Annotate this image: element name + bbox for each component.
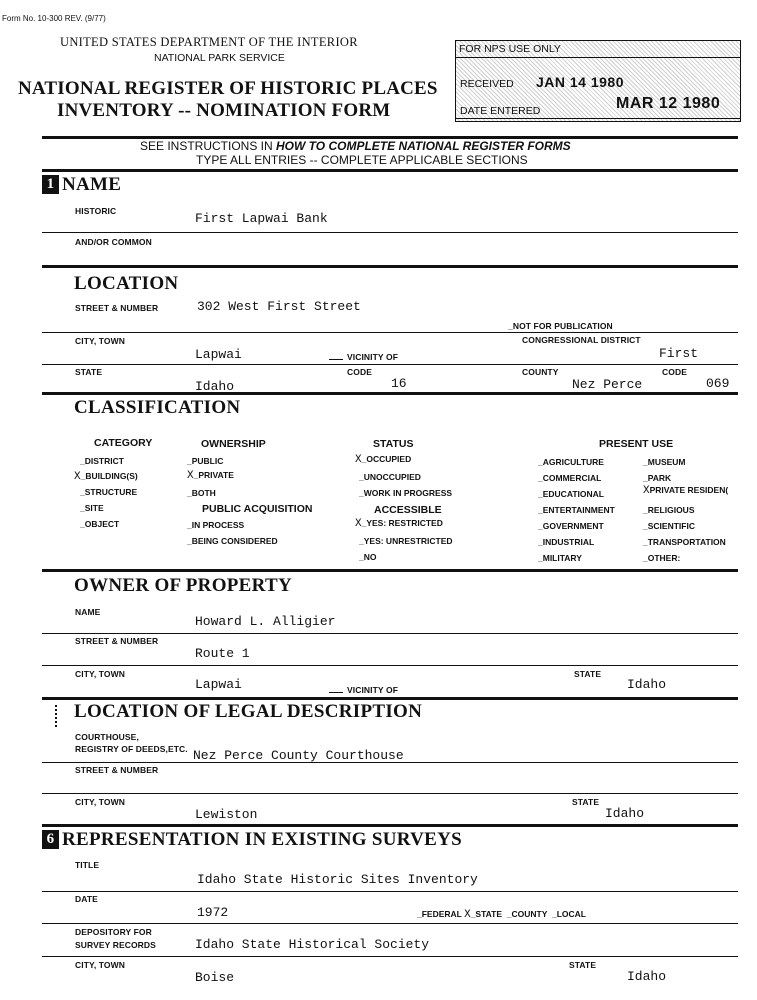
date-entered-stamp: MAR 12 1980	[616, 95, 721, 112]
courthouse-field[interactable]: Nez Perce County Courthouse	[193, 748, 404, 763]
use-other-option[interactable]: _OTHER:	[643, 553, 681, 563]
legal-state-field[interactable]: Idaho	[605, 806, 645, 821]
city-town-label: CITY, TOWN	[75, 336, 125, 346]
acquisition-in-process-option[interactable]: _IN PROCESS	[187, 520, 245, 530]
section-number-6: 6	[42, 830, 59, 849]
owner-state-field[interactable]: Idaho	[627, 677, 667, 692]
use-educational-option[interactable]: _EDUCATIONAL	[538, 489, 604, 499]
present-use-header: PRESENT USE	[599, 438, 674, 450]
section-surveys-heading: 6 REPRESENTATION IN EXISTING SURVEYS	[42, 829, 462, 851]
state-code-field[interactable]: 16	[391, 376, 407, 391]
survey-date-field[interactable]: 1972	[197, 905, 229, 920]
received-label: RECEIVED	[460, 78, 514, 90]
use-park-option[interactable]: _PARK	[643, 473, 672, 483]
local-level-option: _LOCAL	[551, 909, 586, 919]
form-title-line2: INVENTORY -- NOMINATION FORM	[57, 100, 391, 121]
section-5-marker	[55, 705, 59, 727]
nps-box-header: FOR NPS USE ONLY	[459, 43, 561, 55]
section-number-1: 1	[42, 175, 59, 194]
section-legal-heading: LOCATION OF LEGAL DESCRIPTION	[74, 701, 423, 722]
service-name: NATIONAL PARK SERVICE	[154, 52, 285, 64]
ownership-header: OWNERSHIP	[201, 438, 266, 450]
ownership-both-option[interactable]: _BOTH	[187, 488, 216, 498]
depository-label-line1: DEPOSITORY FOR	[75, 927, 152, 937]
section-location-heading: LOCATION	[74, 273, 179, 294]
street-number-label: STREET & NUMBER	[75, 303, 159, 313]
county-label: COUNTY	[522, 367, 559, 377]
category-header: CATEGORY	[94, 437, 153, 449]
survey-level-options[interactable]	[417, 909, 586, 921]
status-header: STATUS	[373, 438, 414, 450]
section-classification-heading: CLASSIFICATION	[74, 397, 241, 418]
form-number: Form No. 10-300 REV. (9/77)	[2, 14, 106, 23]
section-name-heading: 1 NAME	[42, 174, 121, 196]
owner-name-label: NAME	[75, 607, 101, 617]
county-field[interactable]: Nez Perce	[572, 377, 643, 392]
legal-street-label: STREET & NUMBER	[75, 765, 159, 775]
legal-city-field[interactable]: Lewiston	[195, 807, 258, 822]
county-level-option: _COUNTY	[506, 909, 548, 919]
common-name-field[interactable]	[195, 236, 735, 256]
depository-field[interactable]: Idaho State Historical Society	[195, 937, 430, 952]
congressional-district-field[interactable]: First	[659, 346, 699, 361]
owner-street-field[interactable]: Route 1	[195, 646, 250, 661]
survey-date-label: DATE	[75, 894, 98, 904]
instructions-line1: SEE INSTRUCTIONS IN HOW TO COMPLETE NATIONAL REGISTER FORMS	[140, 139, 571, 153]
form-title-line1: NATIONAL REGISTER OF HISTORIC PLACES	[18, 78, 438, 99]
instructions-line2: TYPE ALL ENTRIES -- COMPLETE APPLICABLE SECTIONS	[196, 153, 528, 167]
use-scientific-option[interactable]: _SCIENTIFIC	[643, 521, 695, 531]
state-code-label: CODE	[347, 367, 372, 377]
owner-name-field[interactable]: Howard L. Alligier	[195, 614, 336, 629]
use-military-option[interactable]: _MILITARY	[538, 553, 582, 563]
historic-name-field[interactable]: First Lapwai Bank	[195, 211, 328, 226]
accessible-unrestricted-option[interactable]: _YES: UNRESTRICTED	[359, 536, 453, 546]
ownership-private-option[interactable]: X_PRIVATE	[187, 470, 234, 482]
nps-use-box	[455, 40, 741, 122]
section-owner-heading: OWNER OF PROPERTY	[74, 575, 293, 596]
acquisition-being-considered-option[interactable]: _BEING CONSIDERED	[187, 536, 278, 546]
accessible-header: ACCESSIBLE	[374, 504, 442, 516]
public-acquisition-header: PUBLIC ACQUISITION	[202, 503, 313, 515]
owner-city-field[interactable]: Lapwai	[195, 677, 242, 692]
survey-city-label: CITY, TOWN	[75, 960, 125, 970]
survey-state-field[interactable]: Idaho	[627, 969, 667, 984]
ownership-public-option[interactable]: _PUBLIC	[187, 456, 224, 466]
historic-label: HISTORIC	[75, 206, 117, 216]
accessible-restricted-option[interactable]: X_YES: RESTRICTED	[355, 518, 443, 530]
status-work-in-progress-option[interactable]: _WORK IN PROGRESS	[359, 488, 453, 498]
state-field[interactable]: Idaho	[195, 379, 235, 394]
not-for-publication-option[interactable]: _NOT FOR PUBLICATION	[508, 321, 613, 331]
use-industrial-option[interactable]: _INDUSTRIAL	[538, 537, 595, 547]
use-agriculture-option[interactable]: _AGRICULTURE	[538, 457, 604, 467]
owner-street-label: STREET & NUMBER	[75, 636, 159, 646]
depository-label-line2: SURVEY RECORDS	[75, 940, 156, 950]
department-name: UNITED STATES DEPARTMENT OF THE INTERIOR	[60, 35, 358, 49]
accessible-no-option[interactable]: _NO	[359, 552, 377, 562]
legal-state-label: STATE	[572, 797, 600, 807]
use-private-residence-option[interactable]: XPRIVATE RESIDEN(	[643, 485, 729, 497]
use-entertainment-option[interactable]: _ENTERTAINMENT	[538, 505, 615, 515]
date-entered-label: DATE ENTERED	[460, 105, 541, 117]
status-occupied-option[interactable]: X_OCCUPIED	[355, 454, 412, 466]
use-transportation-option[interactable]: _TRANSPORTATION	[643, 537, 726, 547]
use-commercial-option[interactable]: _COMMERCIAL	[538, 473, 602, 483]
category-object-option[interactable]: _OBJECT	[80, 519, 120, 529]
category-district-option[interactable]: _DISTRICT	[80, 456, 124, 466]
survey-state-label: STATE	[569, 960, 597, 970]
category-site-option[interactable]: _SITE	[80, 503, 104, 513]
use-museum-option[interactable]: _MUSEUM	[643, 457, 686, 467]
owner-city-label: CITY, TOWN	[75, 669, 125, 679]
vicinity-option[interactable]: VICINITY OF	[329, 352, 398, 362]
common-name-label: AND/OR COMMON	[75, 237, 152, 247]
survey-title-field[interactable]: Idaho State Historic Sites Inventory	[197, 872, 478, 887]
status-unoccupied-option[interactable]: _UNOCCUPIED	[359, 472, 421, 482]
survey-city-field[interactable]: Boise	[195, 970, 235, 985]
city-town-field[interactable]: Lapwai	[195, 347, 242, 362]
state-level-mark: X	[464, 909, 471, 921]
street-number-field[interactable]: 302 West First Street	[197, 299, 361, 314]
owner-state-label: STATE	[574, 669, 602, 679]
state-label: STATE	[75, 367, 103, 377]
received-stamp: JAN 14 1980	[536, 74, 625, 90]
county-code-label: CODE	[662, 367, 687, 377]
state-level-option: _STATE	[470, 909, 503, 919]
county-code-field[interactable]: 069	[706, 376, 730, 391]
use-government-option[interactable]: _GOVERNMENT	[538, 521, 604, 531]
courthouse-label-line2: REGISTRY OF DEEDS,ETC.	[75, 744, 188, 754]
use-religious-option[interactable]: _RELIGIOUS	[643, 505, 695, 515]
legal-city-label: CITY, TOWN	[75, 797, 125, 807]
category-structure-option[interactable]: _STRUCTURE	[80, 487, 138, 497]
legal-street-field[interactable]	[195, 772, 735, 790]
category-buildings-option[interactable]: X_BUILDING(S)	[74, 471, 138, 483]
congressional-district-label: CONGRESSIONAL DISTRICT	[522, 335, 641, 345]
federal-option: _FEDERAL	[417, 909, 462, 919]
owner-vicinity-option[interactable]: VICINITY OF	[329, 685, 398, 695]
survey-title-label: TITLE	[75, 860, 100, 870]
courthouse-label-line1: COURTHOUSE,	[75, 732, 139, 742]
